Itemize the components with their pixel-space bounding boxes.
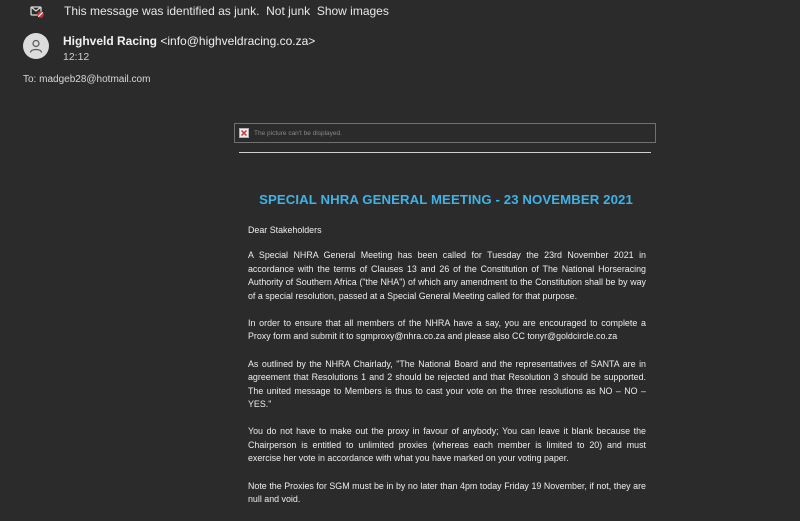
divider <box>239 152 651 153</box>
show-images-link[interactable]: Show images <box>316 4 389 18</box>
paragraph-deadline: Note the Proxies for SGM must be in by no later than 4pm today Friday 19 November, if not, they are null and void. <box>248 480 646 505</box>
sender-email: <info@highveldracing.co.za> <box>160 34 316 48</box>
sent-time: 12:12 <box>63 51 90 63</box>
person-icon <box>29 39 43 53</box>
recipient-line <box>23 74 150 85</box>
avatar[interactable] <box>23 33 49 59</box>
broken-image-icon <box>239 128 249 138</box>
recipient-address[interactable]: madgeb28@hotmail.com <box>39 74 151 85</box>
sender-line[interactable] <box>63 34 315 48</box>
email-body <box>248 224 646 521</box>
blocked-sender-icon <box>30 4 44 18</box>
paragraph-chairlady: As outlined by the NHRA Chairlady, "The National Board and the representatives of SANTA are in agreement that Resolutions 1 and 2 should be rejected and that Resolution 3 should be supported. The united message to Members is thus to cast your vote on the three resolutions as NO – NO – YES." <box>248 358 646 410</box>
greeting: Dear Stakeholders <box>248 225 322 235</box>
sender-name: Highveld Racing <box>63 34 158 48</box>
to-label: To: <box>23 74 37 85</box>
junk-text-group <box>64 4 389 18</box>
paragraph-blank-proxy: You do not have to make out the proxy in favour of anybody; You can leave it blank because the Chairperson is entitled to unlimited proxies (whereas each member is limited to 20) and must exercise her vote in accordance with what you have marked on your voting paper. <box>248 426 646 464</box>
not-junk-link[interactable]: Not junk <box>266 4 311 18</box>
paragraph-proxy: In order to ensure that all members of the NHRA have a say, you are encouraged to complete a Proxy form and submit it to sgmproxy@nhra.co.za and please also CC tonyr@goldcircle.co.za <box>248 318 646 342</box>
broken-image-text: The picture can't be displayed. <box>254 129 342 137</box>
junk-notification-bar <box>0 0 800 22</box>
paragraph-meeting: A Special NHRA General Meeting has been called for Tuesday the 23rd November 2021 in accordance with the terms of Clauses 13 and 26 of the Constitution of The National Horseracing Authority of Southern Africa ("the NHA") of which any amendment to the Constitution shall be by way of a special resolution, passed at a Special General Meeting called for that purpose. <box>248 250 646 301</box>
email-headline: SPECIAL NHRA GENERAL MEETING - 23 NOVEMBER 2021 <box>259 192 633 207</box>
blocked-image-placeholder <box>234 123 656 143</box>
junk-message: This message was identified as junk. <box>64 4 260 18</box>
